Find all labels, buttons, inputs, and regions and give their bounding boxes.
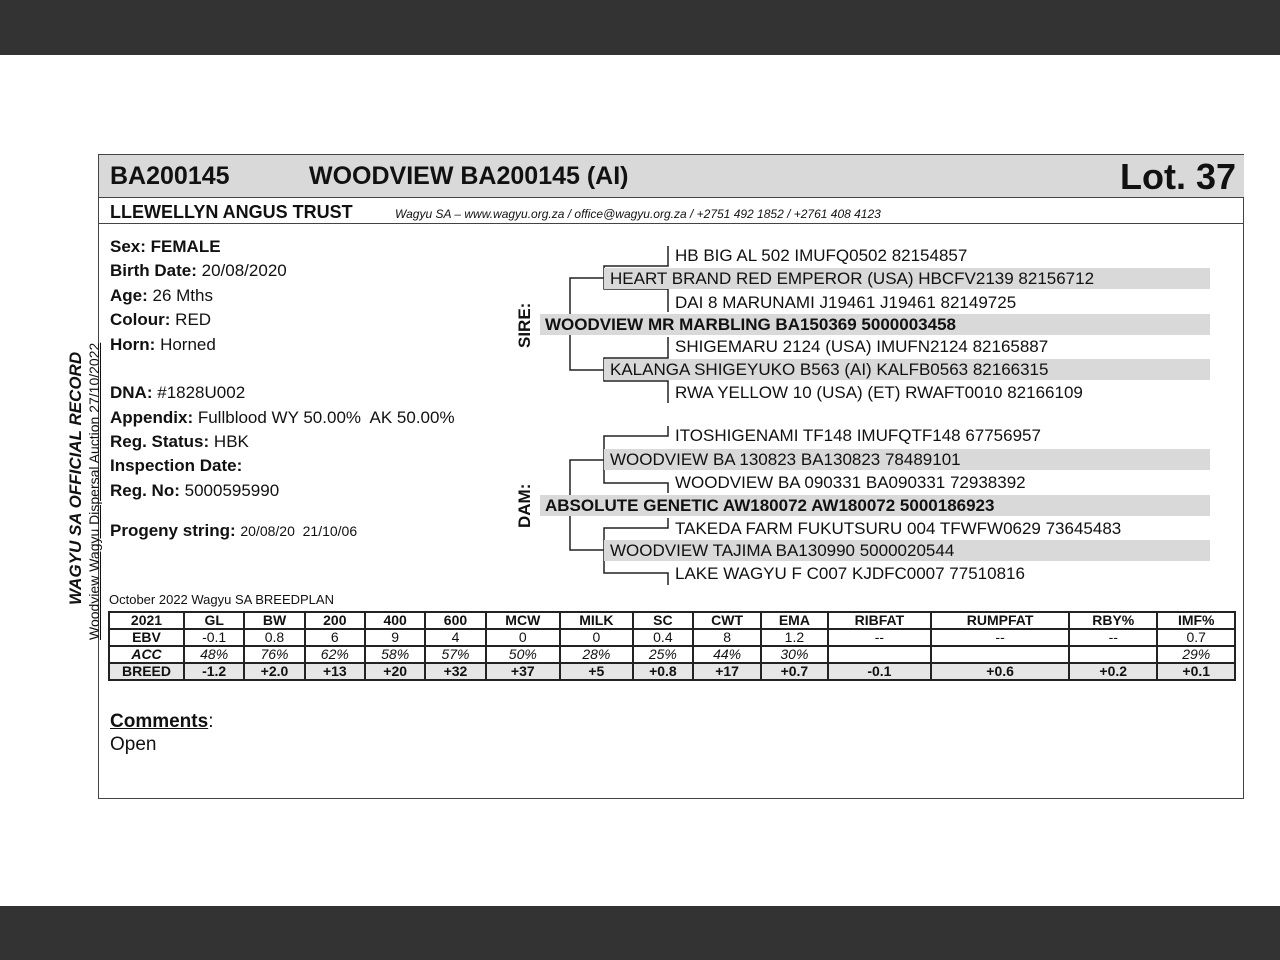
acc-cell: 58%: [365, 646, 425, 663]
dam-sire: WOODVIEW BA 130823 BA130823 78489101: [610, 450, 961, 469]
acc-cell: 44%: [693, 646, 761, 663]
birth-label: Birth Date:: [110, 261, 197, 280]
breed-cell: +17: [693, 663, 761, 680]
acc-cell: [828, 646, 931, 663]
animal-name: WOODVIEW BA200145 (AI): [309, 162, 629, 190]
col-header: BW: [244, 612, 304, 629]
ebv-cell: --: [828, 629, 931, 646]
breed-cell: +5: [560, 663, 633, 680]
breed-cell: +2.0: [244, 663, 304, 680]
auction-label: Woodview Wagyu Dispersal Auction 27/10/2022: [86, 342, 102, 640]
age-value: 26 Mths: [152, 286, 213, 305]
progeny-label: Progeny string:: [110, 521, 236, 540]
colour-label: Colour:: [110, 310, 171, 329]
contact-info: Wagyu SA – www.wagyu.org.za / office@wagyu.org.za / +2751 492 1852 / +2761 408 4123: [395, 207, 881, 221]
ebv-cell: 9: [365, 629, 425, 646]
age-label: Age:: [110, 286, 148, 305]
acc-cell: 30%: [761, 646, 828, 663]
ebv-cell: 8: [693, 629, 761, 646]
comments-heading: [110, 711, 213, 733]
col-header: 400: [365, 612, 425, 629]
ebv-cell: 0.7: [1157, 629, 1235, 646]
acc-cell: 28%: [560, 646, 633, 663]
reg-no-label: Reg. No:: [110, 481, 180, 500]
dam-sire-sire: ITOSHIGENAMI TF148 IMUFQTF148 67756957: [675, 426, 1041, 445]
ebv-cell: -0.1: [184, 629, 244, 646]
col-header: RUMPFAT: [931, 612, 1069, 629]
dna-value: #1828U002: [157, 383, 246, 402]
breed-cell: -0.1: [828, 663, 931, 680]
ebv-cell: --: [931, 629, 1069, 646]
col-header: MCW: [486, 612, 560, 629]
breed-cell: +0.2: [1069, 663, 1157, 680]
inspection-label: Inspection Date:: [110, 456, 243, 475]
reg-status-value: HBK: [213, 432, 249, 451]
ebv-row: [109, 629, 1235, 646]
breed-cell: +20: [365, 663, 425, 680]
acc-cell: [1069, 646, 1157, 663]
ebv-cell: 0.4: [633, 629, 693, 646]
breed-row: [109, 663, 1235, 680]
reg-no-value: 5000595990: [184, 481, 280, 500]
appendix-label: Appendix:: [110, 408, 194, 427]
row-label: ACC: [109, 646, 184, 663]
col-header: SC: [633, 612, 693, 629]
col-header: CWT: [693, 612, 761, 629]
breed-cell: +0.7: [761, 663, 828, 680]
reg-status-label: Reg. Status:: [110, 432, 210, 451]
ebv-cell: 0.8: [244, 629, 304, 646]
col-header: 600: [425, 612, 485, 629]
acc-cell: 62%: [305, 646, 365, 663]
comments-colon: :: [208, 711, 214, 732]
dam-dam-dam: LAKE WAGYU F C007 KJDFC0007 77510816: [675, 564, 1025, 583]
comments-label: Comments: [110, 711, 209, 732]
ebv-cell: 1.2: [761, 629, 828, 646]
col-header: RBY%: [1069, 612, 1157, 629]
ebv-cell: 0: [560, 629, 633, 646]
col-header: MILK: [560, 612, 633, 629]
sire-dam: KALANGA SHIGEYUKO B563 (AI) KALFB0563 82166315: [610, 360, 1049, 379]
sire-sire: HEART BRAND RED EMPEROR (USA) HBCFV2139 82156712: [610, 269, 1095, 288]
sire-label: SIRE:: [515, 302, 534, 348]
colour-value: RED: [175, 310, 212, 329]
col-header: RIBFAT: [828, 612, 931, 629]
birth-value: 20/08/2020: [201, 261, 287, 280]
breed-cell: +32: [425, 663, 485, 680]
breed-cell: +0.8: [633, 663, 693, 680]
acc-cell: 29%: [1157, 646, 1235, 663]
sire-sire-dam: DAI 8 MARUNAMI J19461 J19461 82149725: [675, 293, 1017, 312]
sire-dam-dam: RWA YELLOW 10 (USA) (ET) RWAFT0010 82166109: [675, 383, 1083, 402]
row-label: BREED: [109, 663, 184, 680]
ebv-cell: 0: [486, 629, 560, 646]
col-header: EMA: [761, 612, 828, 629]
dam-dam: WOODVIEW TAJIMA BA130990 5000020544: [610, 541, 955, 560]
breed-cell: +37: [486, 663, 560, 680]
breed-cell: +0.6: [931, 663, 1069, 680]
acc-cell: 76%: [244, 646, 304, 663]
breedplan-title: October 2022 Wagyu SA BREEDPLAN: [109, 592, 334, 607]
ebv-cell: 4: [425, 629, 485, 646]
appendix-value: Fullblood WY 50.00% AK 50.00%: [197, 408, 455, 427]
sex-value: FEMALE: [150, 237, 221, 256]
row-label: EBV: [109, 629, 184, 646]
horn-value: Horned: [160, 335, 216, 354]
breedplan-table: [108, 611, 1236, 681]
sire-dam-sire: SHIGEMARU 2124 (USA) IMUFN2124 82165887: [675, 337, 1049, 356]
breed-cell: +13: [305, 663, 365, 680]
dam-sire-dam: WOODVIEW BA 090331 BA090331 72938392: [675, 473, 1026, 492]
dna-label: DNA:: [110, 383, 153, 402]
ebv-cell: --: [1069, 629, 1157, 646]
acc-cell: 48%: [184, 646, 244, 663]
breedplan-year: 2021: [109, 612, 184, 629]
comments-value: Open: [110, 734, 157, 755]
sire: WOODVIEW MR MARBLING BA150369 5000003458: [545, 315, 956, 334]
breed-cell: -1.2: [184, 663, 244, 680]
dam-label: DAM:: [515, 483, 534, 528]
dam: ABSOLUTE GENETIC AW180072 AW180072 5000186923: [545, 496, 995, 515]
breed-cell: +0.1: [1157, 663, 1235, 680]
official-record-label: WAGYU SA OFFICIAL RECORD: [66, 351, 85, 605]
sex-label: Sex:: [110, 237, 146, 256]
acc-row: [109, 646, 1235, 663]
col-header: GL: [184, 612, 244, 629]
lot-number: Lot. 37: [1119, 156, 1236, 197]
acc-cell: [931, 646, 1069, 663]
acc-cell: 57%: [425, 646, 485, 663]
dam-dam-sire: TAKEDA FARM FUKUTSURU 004 TFWFW0629 73645483: [675, 519, 1122, 538]
col-header: 200: [305, 612, 365, 629]
acc-cell: 25%: [633, 646, 693, 663]
horn-label: Horn:: [110, 335, 156, 354]
animal-id: BA200145: [110, 162, 230, 190]
acc-cell: 50%: [486, 646, 560, 663]
progeny-value: 20/08/20 21/10/06: [240, 523, 358, 539]
breedplan-header-row: [109, 612, 1235, 629]
owner-name: LLEWELLYN ANGUS TRUST: [110, 202, 353, 222]
sire-sire-sire: HB BIG AL 502 IMUFQ0502 82154857: [675, 246, 968, 265]
col-header: IMF%: [1157, 612, 1235, 629]
ebv-cell: 6: [305, 629, 365, 646]
